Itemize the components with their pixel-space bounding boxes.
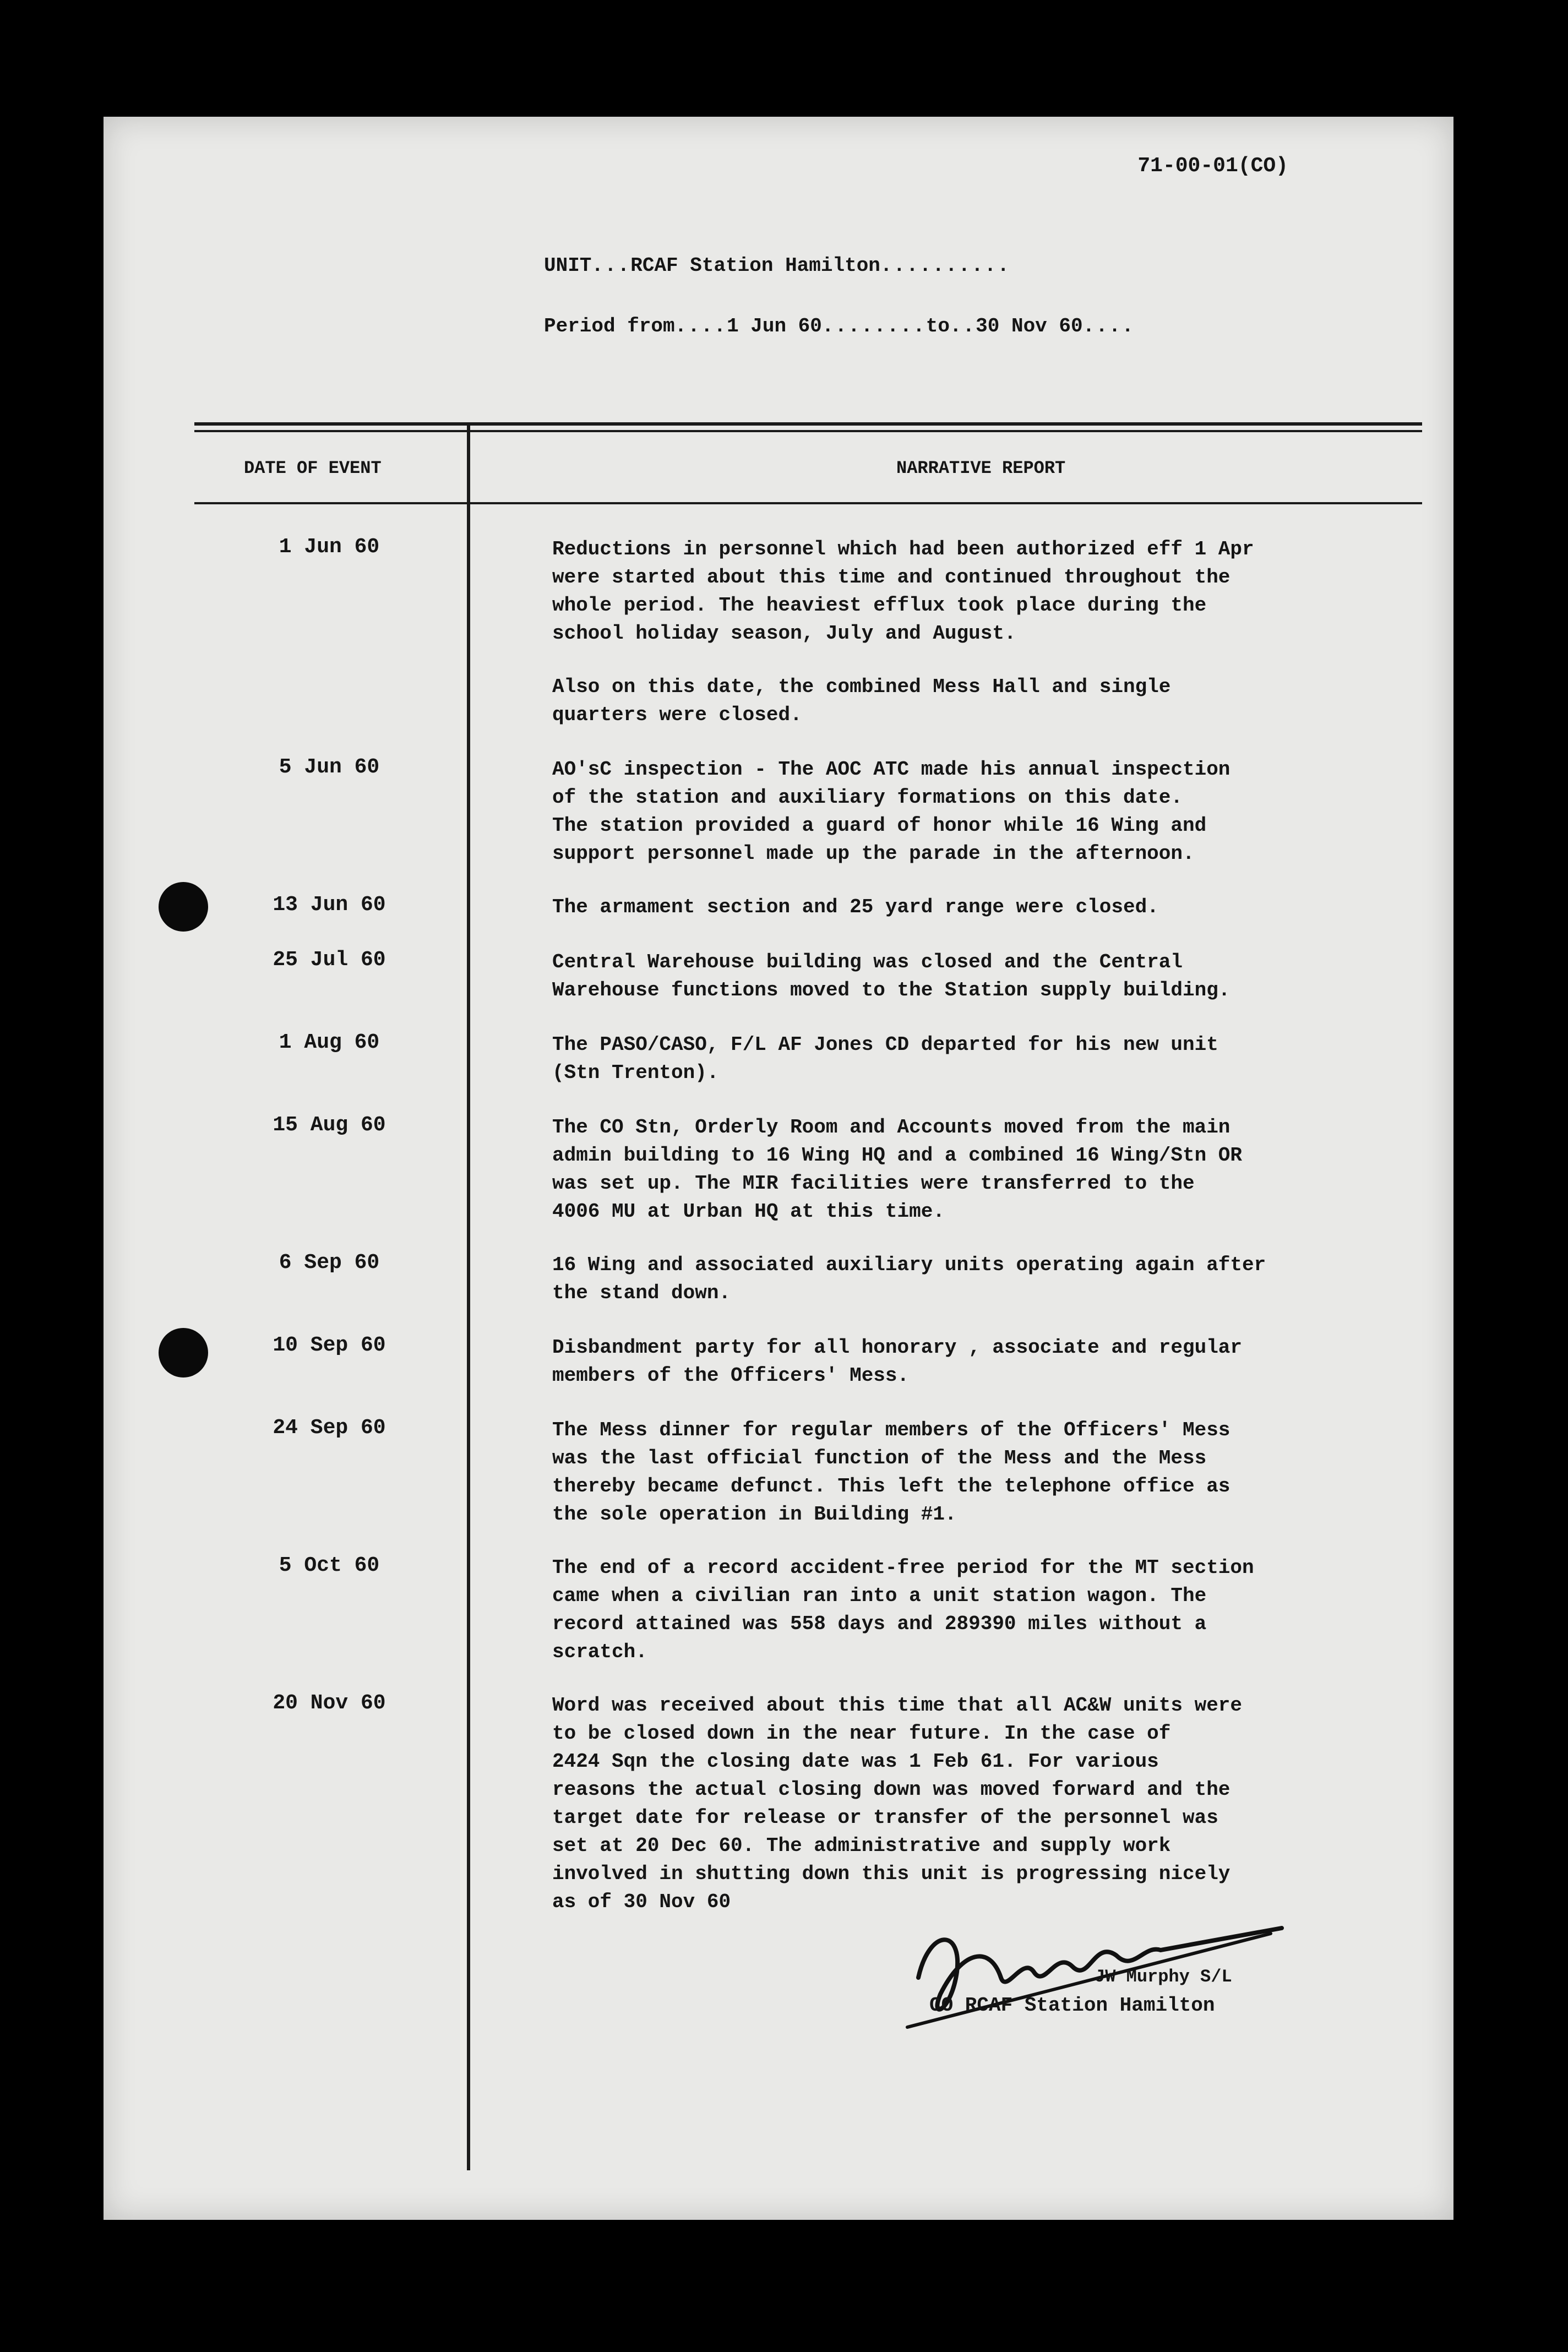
event-date: 5 Jun 60 bbox=[279, 755, 380, 779]
event-narrative: Disbandment party for all honorary , associate and regular members of the Officers' Mess. bbox=[552, 1336, 1243, 1387]
punch-hole bbox=[159, 882, 208, 932]
period-to-label: to bbox=[925, 315, 950, 337]
event-date: 20 Nov 60 bbox=[273, 1691, 386, 1715]
event-date: 5 Oct 60 bbox=[279, 1554, 380, 1577]
signature bbox=[896, 1895, 1392, 2038]
event-narrative: Reductions in personnel which had been authorized eff 1 Apr were started about this time and continued throughout the whole period. The heaviest efflux took place during the school holiday season, July and August. bbox=[552, 538, 1254, 645]
event-narrative: Word was received about this time that all AC&W units were to be closed down in the near future. In the case of 2424 Sqn the closing date was 1 Feb 61. For various reasons the actual closing down was moved forward and the target date for release or transfer of the personnel was set at 20 Dec 60. The administrative and supply work involved in shutting down this unit is progressing nicely as of 30 Nov 60 bbox=[552, 1694, 1243, 1913]
event-narrative: The end of a record accident-free period for the MT section came when a civilian ran into a unit station wagon. The record attained was 558 days and 289390 miles without a scratch. bbox=[552, 1556, 1254, 1663]
event-narrative: The Mess dinner for regular members of the Officers' Mess was the last official function of the Mess and the Mess thereby became defunct. This left the telephone office as the sole operation in Building #1. bbox=[552, 1419, 1231, 1526]
period-label: Period from bbox=[544, 315, 675, 337]
document-page bbox=[104, 117, 1453, 2220]
event-narrative: The PASO/CASO, F/L AF Jones CD departed for his new unit (Stn Trenton). bbox=[552, 1033, 1218, 1084]
event-narrative: The armament section and 25 yard range were closed. bbox=[552, 896, 1159, 918]
column-header-narrative: NARRATIVE REPORT bbox=[896, 458, 1066, 478]
event-date: 24 Sep 60 bbox=[273, 1416, 386, 1440]
event-date: 25 Jul 60 bbox=[273, 948, 386, 972]
event-narrative: 16 Wing and associated auxiliary units operating again after the stand down. bbox=[552, 1254, 1266, 1304]
event-date: 1 Aug 60 bbox=[279, 1031, 380, 1054]
event-narrative: The CO Stn, Orderly Room and Accounts moved from the main admin building to 16 Wing HQ and a combined 16 Wing/Stn OR was set up. The MIR facilities were transferred to the 4006 MU at Urban HQ at this time. bbox=[552, 1116, 1243, 1223]
signature-title: CO RCAF Station Hamilton bbox=[929, 1994, 1215, 2017]
event-date: 1 Jun 60 bbox=[279, 535, 380, 559]
table-header-rule bbox=[194, 502, 1422, 504]
unit-line: UNIT...RCAF Station Hamilton.......... bbox=[544, 254, 1010, 277]
column-divider bbox=[467, 425, 470, 2170]
event-narrative: Also on this date, the combined Mess Hall and single quarters were closed. bbox=[552, 676, 1171, 726]
table-top-rule bbox=[194, 422, 1422, 426]
signature-name: JW Murphy S/L bbox=[1095, 1967, 1232, 1987]
document-reference: 71-00-01(CO) bbox=[1137, 154, 1288, 178]
table-top-rule-secondary bbox=[194, 430, 1422, 432]
period-from: 1 Jun 60 bbox=[727, 315, 822, 337]
event-date: 6 Sep 60 bbox=[279, 1251, 380, 1275]
event-narrative: Central Warehouse building was closed and the Central Warehouse functions moved to the Station supply building. bbox=[552, 951, 1231, 1001]
event-narrative: AO'sC inspection - The AOC ATC made his annual inspection of the station and auxiliary formations on this date. The station provided a guard of honor while 16 Wing and support personnel made up the parade in the afternoon. bbox=[552, 758, 1231, 865]
unit-value: RCAF Station Hamilton bbox=[630, 254, 880, 277]
event-date: 10 Sep 60 bbox=[273, 1333, 386, 1357]
event-date: 13 Jun 60 bbox=[273, 893, 386, 917]
period-line: Period from....1 Jun 60........to..30 Nov 60.... bbox=[544, 315, 1135, 337]
event-date: 15 Aug 60 bbox=[273, 1113, 386, 1137]
punch-hole bbox=[159, 1328, 208, 1378]
unit-label: UNIT bbox=[544, 254, 592, 277]
period-to: 30 Nov 60 bbox=[976, 315, 1083, 337]
column-header-date: DATE OF EVENT bbox=[244, 458, 382, 478]
